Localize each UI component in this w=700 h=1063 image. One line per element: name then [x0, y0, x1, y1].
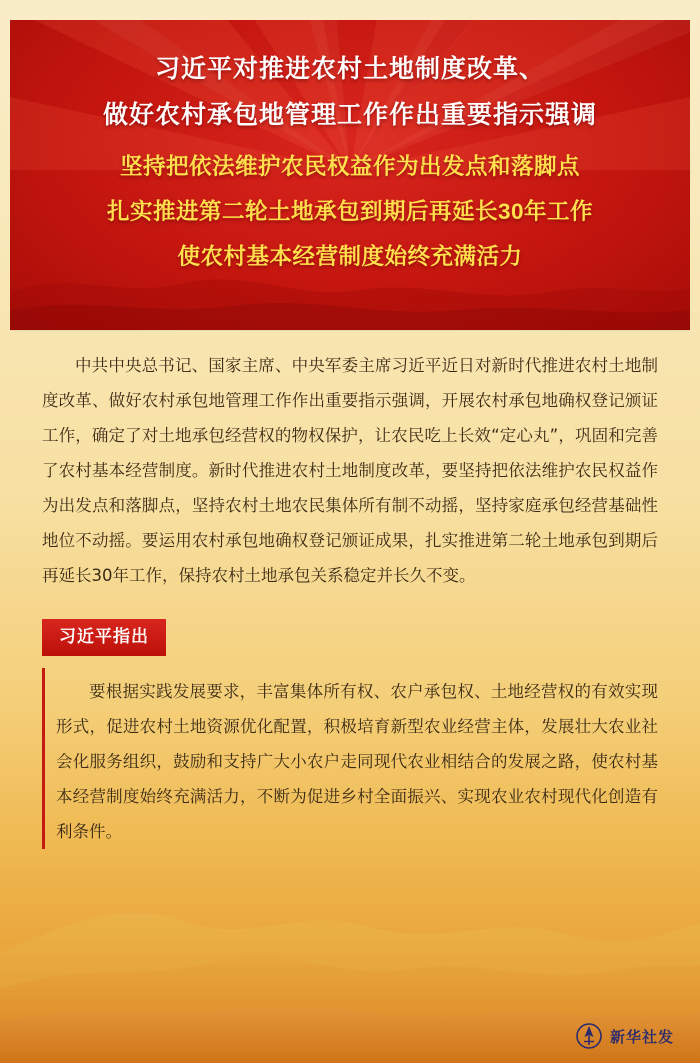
quote-heading [42, 619, 166, 656]
footer-credit [576, 1023, 674, 1049]
quote-block [0, 668, 700, 849]
banner-title-line-2: 做好农村承包地管理工作作出重要指示强调 [102, 101, 597, 129]
banner-subtitle-line-2: 扎实推进第二轮土地承包到期后再延长30年工作 [106, 199, 594, 224]
footer-source-text: 新华社发 [609, 1028, 674, 1046]
quote-tag-label: 习近平指出 [42, 619, 166, 656]
banner-subtitle-line-3: 使农村基本经营制度始终充满活力 [177, 244, 523, 269]
quote-paragraph: 要根据实践发展要求，丰富集体所有权、农户承包权、土地经营权的有效实现形式，促进农村土地资源优化配置，积极培育新型农业经营主体，发展壮大农业社会化服务组织，鼓励和支持广大小农户走同现代农业相结合的发展之路，使农村基本经营制度始终充满活力，不断为促进乡村全面振兴、实现农业农村现代化创造有利条件。 [56, 682, 658, 841]
lead-paragraph: 中共中央总书记、国家主席、中央军委主席习近平近日对新时代推进农村土地制度改革、做好农村承包地管理工作作出重要指示强调，开展农村承包地确权登记颁证工作，确定了对土地承包经营权的物权保护，让农民吃上长效“定心丸”，巩固和完善了农村基本经营制度。新时代推进农村土地制度改革，要坚持把依法维护农民权益作为出发点和落脚点，坚持农村土地农民集体所有制不动摇，坚持家庭承包经营基础性地位不动摇。要运用农村承包地确权登记颁证成果，扎实推进第二轮土地承包到期后再延长30年工作，保持农村土地承包关系稳定并长久不变。 [42, 356, 658, 585]
banner-subtitle-line-1: 坚持把依法维护农民权益作为出发点和落脚点 [119, 154, 580, 179]
quote-left-rule [42, 668, 45, 849]
xinhua-logo-icon [576, 1023, 602, 1049]
header-banner [10, 20, 690, 330]
banner-text-block [10, 20, 690, 279]
article-content [0, 330, 700, 849]
banner-title-line-1: 习近平对推进农村土地制度改革、 [154, 55, 545, 83]
